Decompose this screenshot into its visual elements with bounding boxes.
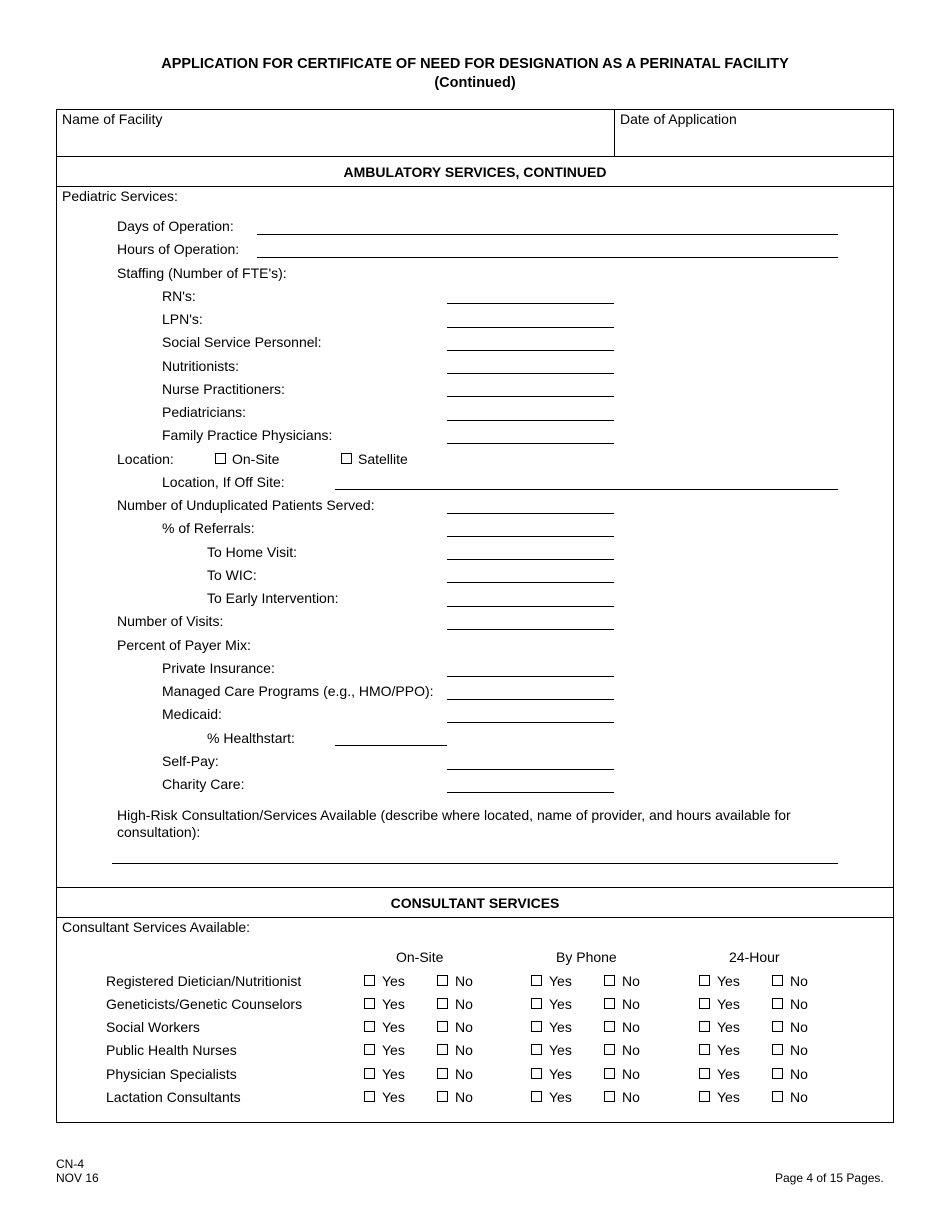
phone-no-checkbox[interactable] [604,998,615,1009]
consultant-row-label: Lactation Consultants [106,1089,241,1105]
high-risk-label: High-Risk Consultation/Services Available (describe where located, name of provider, and hours available for [117,807,791,823]
onsite-yes-checkbox[interactable] [364,1091,375,1102]
yes-label: Yes [717,1089,740,1105]
charity-care-label: Charity Care: [162,776,245,792]
yes-label: Yes [382,996,405,1012]
onsite-yes-checkbox[interactable] [364,1044,375,1055]
yes-label: Yes [382,973,405,989]
staff-nurse-practitioners-field[interactable] [447,396,614,397]
referral-row-label: To Early Intervention: [207,590,339,606]
hours-of-operation-label: Hours of Operation: [117,241,240,257]
onsite-no-checkbox[interactable] [437,1044,448,1055]
24hour-yes-checkbox[interactable] [699,1091,710,1102]
staff-pediatricians-field[interactable] [447,420,614,421]
no-label: No [622,1066,640,1082]
self-pay-label: Self-Pay: [162,753,219,769]
yes-label: Yes [549,1066,572,1082]
days-of-operation-label: Days of Operation: [117,218,234,234]
phone-yes-checkbox[interactable] [531,998,542,1009]
24hour-no-checkbox[interactable] [772,975,783,986]
healthstart-label: % Healthstart: [207,730,295,746]
onsite-no-checkbox[interactable] [437,1021,448,1032]
onsite-no-checkbox[interactable] [437,1091,448,1102]
no-label: No [622,996,640,1012]
consultant-row-label: Physician Specialists [106,1066,237,1082]
yes-label: Yes [382,1066,405,1082]
charity-care-field[interactable] [447,792,614,793]
divider [56,156,894,157]
managed-care-field[interactable] [447,699,614,700]
consultant-row-label: Social Workers [106,1019,200,1035]
divider [56,186,894,187]
medicaid-label: Medicaid: [162,706,222,722]
satellite-checkbox[interactable] [341,453,352,464]
payer-mix-label: Percent of Payer Mix: [117,637,251,653]
no-label: No [455,973,473,989]
form-subtitle: (Continued) [434,75,516,91]
no-label: No [455,996,473,1012]
no-label: No [790,973,808,989]
yes-label: Yes [549,1019,572,1035]
number-of-visits-field[interactable] [447,629,614,630]
offsite-location-field[interactable] [335,489,838,490]
facility-name-field[interactable] [60,130,608,152]
self-pay-field[interactable] [447,769,614,770]
phone-no-checkbox[interactable] [604,1021,615,1032]
staff-family-practice-field[interactable] [447,443,614,444]
no-label: No [455,1042,473,1058]
onsite-no-checkbox[interactable] [437,998,448,1009]
consultant-available-label: Consultant Services Available: [62,919,251,935]
yes-label: Yes [717,1019,740,1035]
24hour-no-checkbox[interactable] [772,998,783,1009]
yes-label: Yes [717,1042,740,1058]
private-insurance-label: Private Insurance: [162,660,275,676]
24hour-yes-checkbox[interactable] [699,1044,710,1055]
phone-no-checkbox[interactable] [604,975,615,986]
staff-lpn-field[interactable] [447,327,614,328]
referrals-field[interactable] [447,536,614,537]
number-of-visits-label: Number of Visits: [117,613,224,629]
24hour-yes-checkbox[interactable] [699,1068,710,1079]
yes-label: Yes [549,1089,572,1105]
yes-label: Yes [717,996,740,1012]
yes-label: Yes [717,973,740,989]
phone-yes-checkbox[interactable] [531,1021,542,1032]
column-header: On-Site [396,949,444,965]
healthstart-field[interactable] [335,745,447,746]
staff-row-label: Pediatricians: [162,404,247,420]
satellite-label: Satellite [358,451,408,467]
staff-row-label: Nutritionists: [162,358,240,374]
no-label: No [455,1089,473,1105]
hours-of-operation-field[interactable] [257,257,838,258]
no-label: No [622,1089,640,1105]
consultant-heading: CONSULTANT SERVICES [390,895,560,911]
date-of-application-field[interactable] [618,130,888,152]
staff-row-label: LPN's: [162,311,203,327]
days-of-operation-field[interactable] [257,234,838,235]
24hour-yes-checkbox[interactable] [699,998,710,1009]
no-label: No [790,1089,808,1105]
phone-yes-checkbox[interactable] [531,1068,542,1079]
no-label: No [622,1019,640,1035]
no-label: No [455,1019,473,1035]
form-code: CN-4 [56,1157,85,1171]
phone-yes-checkbox[interactable] [531,1091,542,1102]
wic-field[interactable] [447,582,614,583]
no-label: No [622,1042,640,1058]
onsite-yes-checkbox[interactable] [364,975,375,986]
managed-care-label: Managed Care Programs (e.g., HMO/PPO): [162,683,434,699]
yes-label: Yes [382,1019,405,1035]
onsite-yes-checkbox[interactable] [364,998,375,1009]
column-header: 24-Hour [729,949,780,965]
staff-nutritionists-field[interactable] [447,373,614,374]
staff-row-label: Social Service Personnel: [162,334,322,350]
24hour-yes-checkbox[interactable] [699,1021,710,1032]
staffing-label: Staffing (Number of FTE's): [117,265,287,281]
yes-label: Yes [717,1066,740,1082]
yes-label: Yes [382,1042,405,1058]
onsite-label: On-Site [232,451,280,467]
phone-no-checkbox[interactable] [604,1091,615,1102]
form-title: APPLICATION FOR CERTIFICATE OF NEED FOR DESIGNATION AS A PERINATAL FACILITY [161,56,789,72]
phone-no-checkbox[interactable] [604,1068,615,1079]
24hour-yes-checkbox[interactable] [699,975,710,986]
staff-row-label: Nurse Practitioners: [162,381,285,397]
divider [56,887,894,888]
private-insurance-field[interactable] [447,676,614,677]
divider [56,917,894,918]
ambulatory-heading: AMBULATORY SERVICES, CONTINUED [343,164,607,180]
staff-row-label: Family Practice Physicians: [162,427,333,443]
form-date: NOV 16 [56,1171,99,1185]
onsite-checkbox[interactable] [215,453,226,464]
location-label: Location: [117,451,174,467]
onsite-no-checkbox[interactable] [437,975,448,986]
phone-yes-checkbox[interactable] [531,975,542,986]
column-header: By Phone [556,949,617,965]
no-label: No [790,1019,808,1035]
no-label: No [790,996,808,1012]
referral-row-label: To Home Visit: [207,544,297,560]
high-risk-field[interactable] [112,863,838,864]
yes-label: Yes [382,1089,405,1105]
staff-row-label: RN's: [162,288,196,304]
no-label: No [790,1042,808,1058]
staff-rn-field[interactable] [447,303,614,304]
early-intervention-field[interactable] [447,606,614,607]
high-risk-label-continued: consultation): [117,824,201,840]
consultant-row-label: Registered Dietician/Nutritionist [106,973,302,989]
yes-label: Yes [549,973,572,989]
phone-yes-checkbox[interactable] [531,1044,542,1055]
onsite-no-checkbox[interactable] [437,1068,448,1079]
onsite-yes-checkbox[interactable] [364,1068,375,1079]
24hour-no-checkbox[interactable] [772,1044,783,1055]
page-number: Page 4 of 15 Pages. [775,1171,884,1185]
no-label: No [622,973,640,989]
phone-no-checkbox[interactable] [604,1044,615,1055]
no-label: No [455,1066,473,1082]
yes-label: Yes [549,996,572,1012]
consultant-row-label: Public Health Nurses [106,1042,237,1058]
consultant-row-label: Geneticists/Genetic Counselors [106,996,303,1012]
unduplicated-patients-field[interactable] [447,513,614,514]
24hour-no-checkbox[interactable] [772,1021,783,1032]
header-divider [614,109,615,156]
referral-row-label: To WIC: [207,567,257,583]
24hour-no-checkbox[interactable] [772,1068,783,1079]
facility-name-label: Name of Facility [62,111,163,127]
offsite-location-label: Location, If Off Site: [162,474,285,490]
no-label: No [790,1066,808,1082]
onsite-yes-checkbox[interactable] [364,1021,375,1032]
unduplicated-patients-label: Number of Unduplicated Patients Served: [117,497,375,513]
yes-label: Yes [549,1042,572,1058]
referrals-label: % of Referrals: [162,520,255,536]
staff-social-service-field[interactable] [447,350,614,351]
24hour-no-checkbox[interactable] [772,1091,783,1102]
home-visit-field[interactable] [447,559,614,560]
pediatric-services-label: Pediatric Services: [62,188,178,204]
medicaid-field[interactable] [447,722,614,723]
date-of-application-label: Date of Application [620,111,737,127]
